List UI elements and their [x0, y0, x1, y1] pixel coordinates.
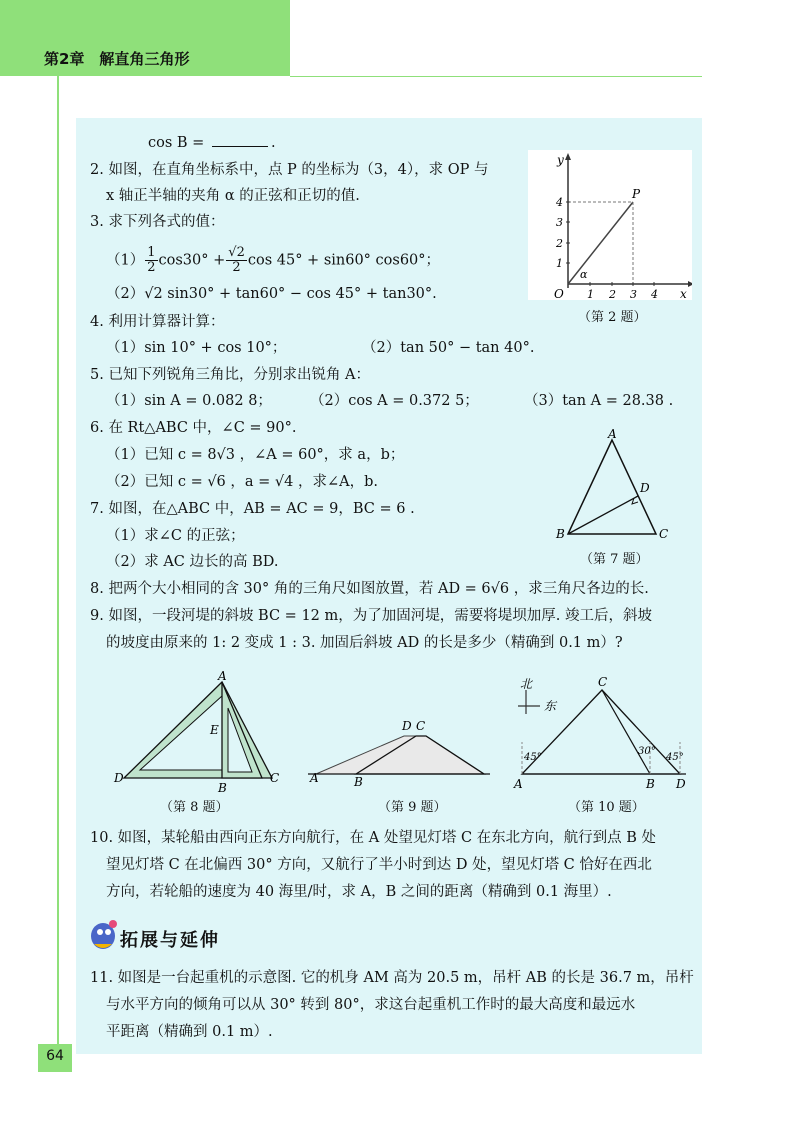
figure-7-caption: （第 7 题）: [580, 552, 649, 567]
y-tick-3: 3: [556, 216, 563, 229]
vertex-d: D: [114, 771, 124, 785]
p3-item2: （2）√2 sin30° + tan60° − cos 45° + tan30°.: [106, 286, 437, 302]
y-tick-4: 4: [556, 196, 563, 209]
p7-line1: 7. 如图，在△ABC 中，AB = AC = 9，BC = 6 .: [90, 501, 415, 517]
vertex-b: B: [354, 775, 363, 788]
p11-line1: 11. 如图是一台起重机的示意图. 它的机身 AM 高为 20.5 m，吊杆 AB 的长是 36.7 m，吊杆: [90, 970, 694, 986]
point-p-label: P: [632, 187, 641, 201]
altitude-bd: [568, 496, 638, 534]
vertex-c: C: [416, 719, 426, 733]
figure-2-background: [528, 150, 692, 300]
p8-line1: 8. 把两个大小相同的含 30° 角的三角尺如图放置，若 AD = 6√6 ，求三角尺各边的长.: [90, 581, 649, 597]
p6-item1: （1）已知 c = 8√3 ，∠A = 60°，求 a，b；: [106, 447, 405, 463]
origin-label: O: [554, 287, 564, 300]
vertex-a: A: [608, 428, 617, 441]
figure-10-caption: （第 10 题）: [568, 800, 645, 815]
fraction-half: $\frac{1}{2}$: [147, 245, 156, 275]
p4-line1: 4. 利用计算器计算：: [90, 314, 225, 330]
p2-line1: 2. 如图，在直角坐标系中，点 P 的坐标为（3，4），求 OP 与: [90, 162, 489, 178]
vertex-c: C: [598, 675, 608, 689]
angle-45-a: 45°: [524, 752, 542, 763]
p3-item1: （1） $\frac{1}{2}$ cos30° + $\frac{√2}{2}$ cos 45° + sin60° cos60°；: [106, 245, 441, 275]
section-heading: 拓展与延伸: [120, 930, 220, 951]
p5-item1: （1）sin A = 0.082 8；: [106, 393, 272, 409]
figure-9-caption: （第 9 题）: [378, 800, 447, 815]
fraction-root2-over-2: $\frac{√2}{2}$: [228, 245, 245, 275]
p2-line2: x 轴正半轴的夹角 α 的正弦和正切的值.: [106, 188, 360, 204]
p5-item3: （3）tan A = 28.38 .: [524, 393, 674, 409]
angle-alpha-label: α: [580, 268, 588, 281]
x-tick-4: 4: [651, 288, 658, 300]
vertex-a: A: [310, 771, 319, 785]
angle-45-d: 45°: [666, 752, 684, 763]
y-tick-1: 1: [556, 257, 563, 270]
vertex-b: B: [218, 781, 227, 794]
x-tick-2: 2: [609, 288, 616, 300]
p3-line1: 3. 求下列各式的值：: [90, 214, 225, 230]
p10-line3: 方向，若轮船的速度为 40 海里/时，求 A，B 之间的距离（精确到 0.1 海里）.: [106, 884, 612, 900]
chapter-title: 第2章 解直角三角形: [44, 50, 190, 68]
p6-item2: （2）已知 c = √6 ，a = √4 ，求∠A，b.: [106, 474, 378, 490]
figure-9-embankment: [308, 716, 492, 788]
vertex-d: D: [676, 777, 686, 791]
x-axis-label: x: [680, 287, 687, 300]
segment-cb: [602, 690, 650, 774]
embankment-fill: [316, 736, 484, 774]
p6-line1: 6. 在 Rt△ABC 中，∠C = 90°.: [90, 420, 297, 436]
y-tick-2: 2: [556, 237, 563, 250]
p4-item2: （2）tan 50° − tan 40°.: [362, 340, 535, 356]
chapter-divider: [290, 76, 702, 77]
p11-line2: 与水平方向的倾角可以从 30° 转到 80°，求这台起重机工作时的最大高度和最远水: [106, 997, 636, 1013]
p4-item1: （1）sin 10° + cos 10°；: [106, 340, 287, 356]
p7-item1: （1）求∠C 的正弦；: [106, 528, 245, 544]
x-tick-3: 3: [630, 288, 637, 300]
angle-30-b: 30°: [638, 746, 656, 757]
p10-line1: 10. 如图，某轮船由西向正东方向航行，在 A 处望见灯塔 C 在东北方向，航行到点 B 处: [90, 830, 657, 846]
vertex-c: C: [659, 527, 669, 541]
p10-line2: 望见灯塔 C 在北偏西 30° 方向，又航行了半小时到达 D 处，望见灯塔 C 恰好在西北: [106, 857, 652, 873]
x-tick-1: 1: [587, 288, 594, 300]
vertex-a: A: [514, 777, 523, 791]
p9-line1: 9. 如图，一段河堤的斜坡 BC = 12 m，为了加固河堤，需要将堤坝加厚. 竣工后，斜坡: [90, 608, 652, 624]
figure-7-triangle: [552, 428, 676, 546]
p5-item2: （2）cos A = 0.372 5；: [310, 393, 479, 409]
vertex-b: B: [556, 527, 565, 541]
compass-north: 北: [520, 677, 533, 691]
vertex-a: A: [218, 669, 227, 683]
figure-8-caption: （第 8 题）: [160, 800, 229, 815]
answer-blank: [212, 134, 268, 147]
figure-10-lighthouse: [510, 672, 694, 792]
p1-tail: cos B = .: [148, 135, 276, 151]
p1-tail-text: cos B =: [148, 135, 209, 151]
figure-2-caption: （第 2 题）: [578, 310, 647, 325]
vertex-d: D: [402, 719, 412, 733]
figure-8-set-squares: [112, 668, 288, 794]
page-margin-line: [57, 76, 59, 1046]
p9-line2: 的坡度由原来的 1: 2 变成 1 : 3. 加固后斜坡 AD 的长是多少（精确到 0.1 m）?: [106, 635, 623, 651]
vertex-d: D: [640, 481, 650, 495]
vertex-c: C: [270, 771, 280, 785]
p5-line1: 5. 已知下列锐角三角比，分别求出锐角 A：: [90, 367, 371, 383]
y-axis-label: y: [557, 153, 564, 167]
compass-east: 东: [544, 699, 557, 713]
page-number: 64: [46, 1048, 64, 1064]
figure-2-coordinate-plot: [528, 150, 692, 300]
p7-item2: （2）求 AC 边长的高 BD.: [106, 554, 279, 570]
vertex-b: B: [646, 777, 655, 791]
p11-line3: 平距离（精确到 0.1 m）.: [106, 1024, 273, 1040]
vertex-e: E: [210, 723, 219, 737]
mascot-icon: [88, 918, 118, 952]
